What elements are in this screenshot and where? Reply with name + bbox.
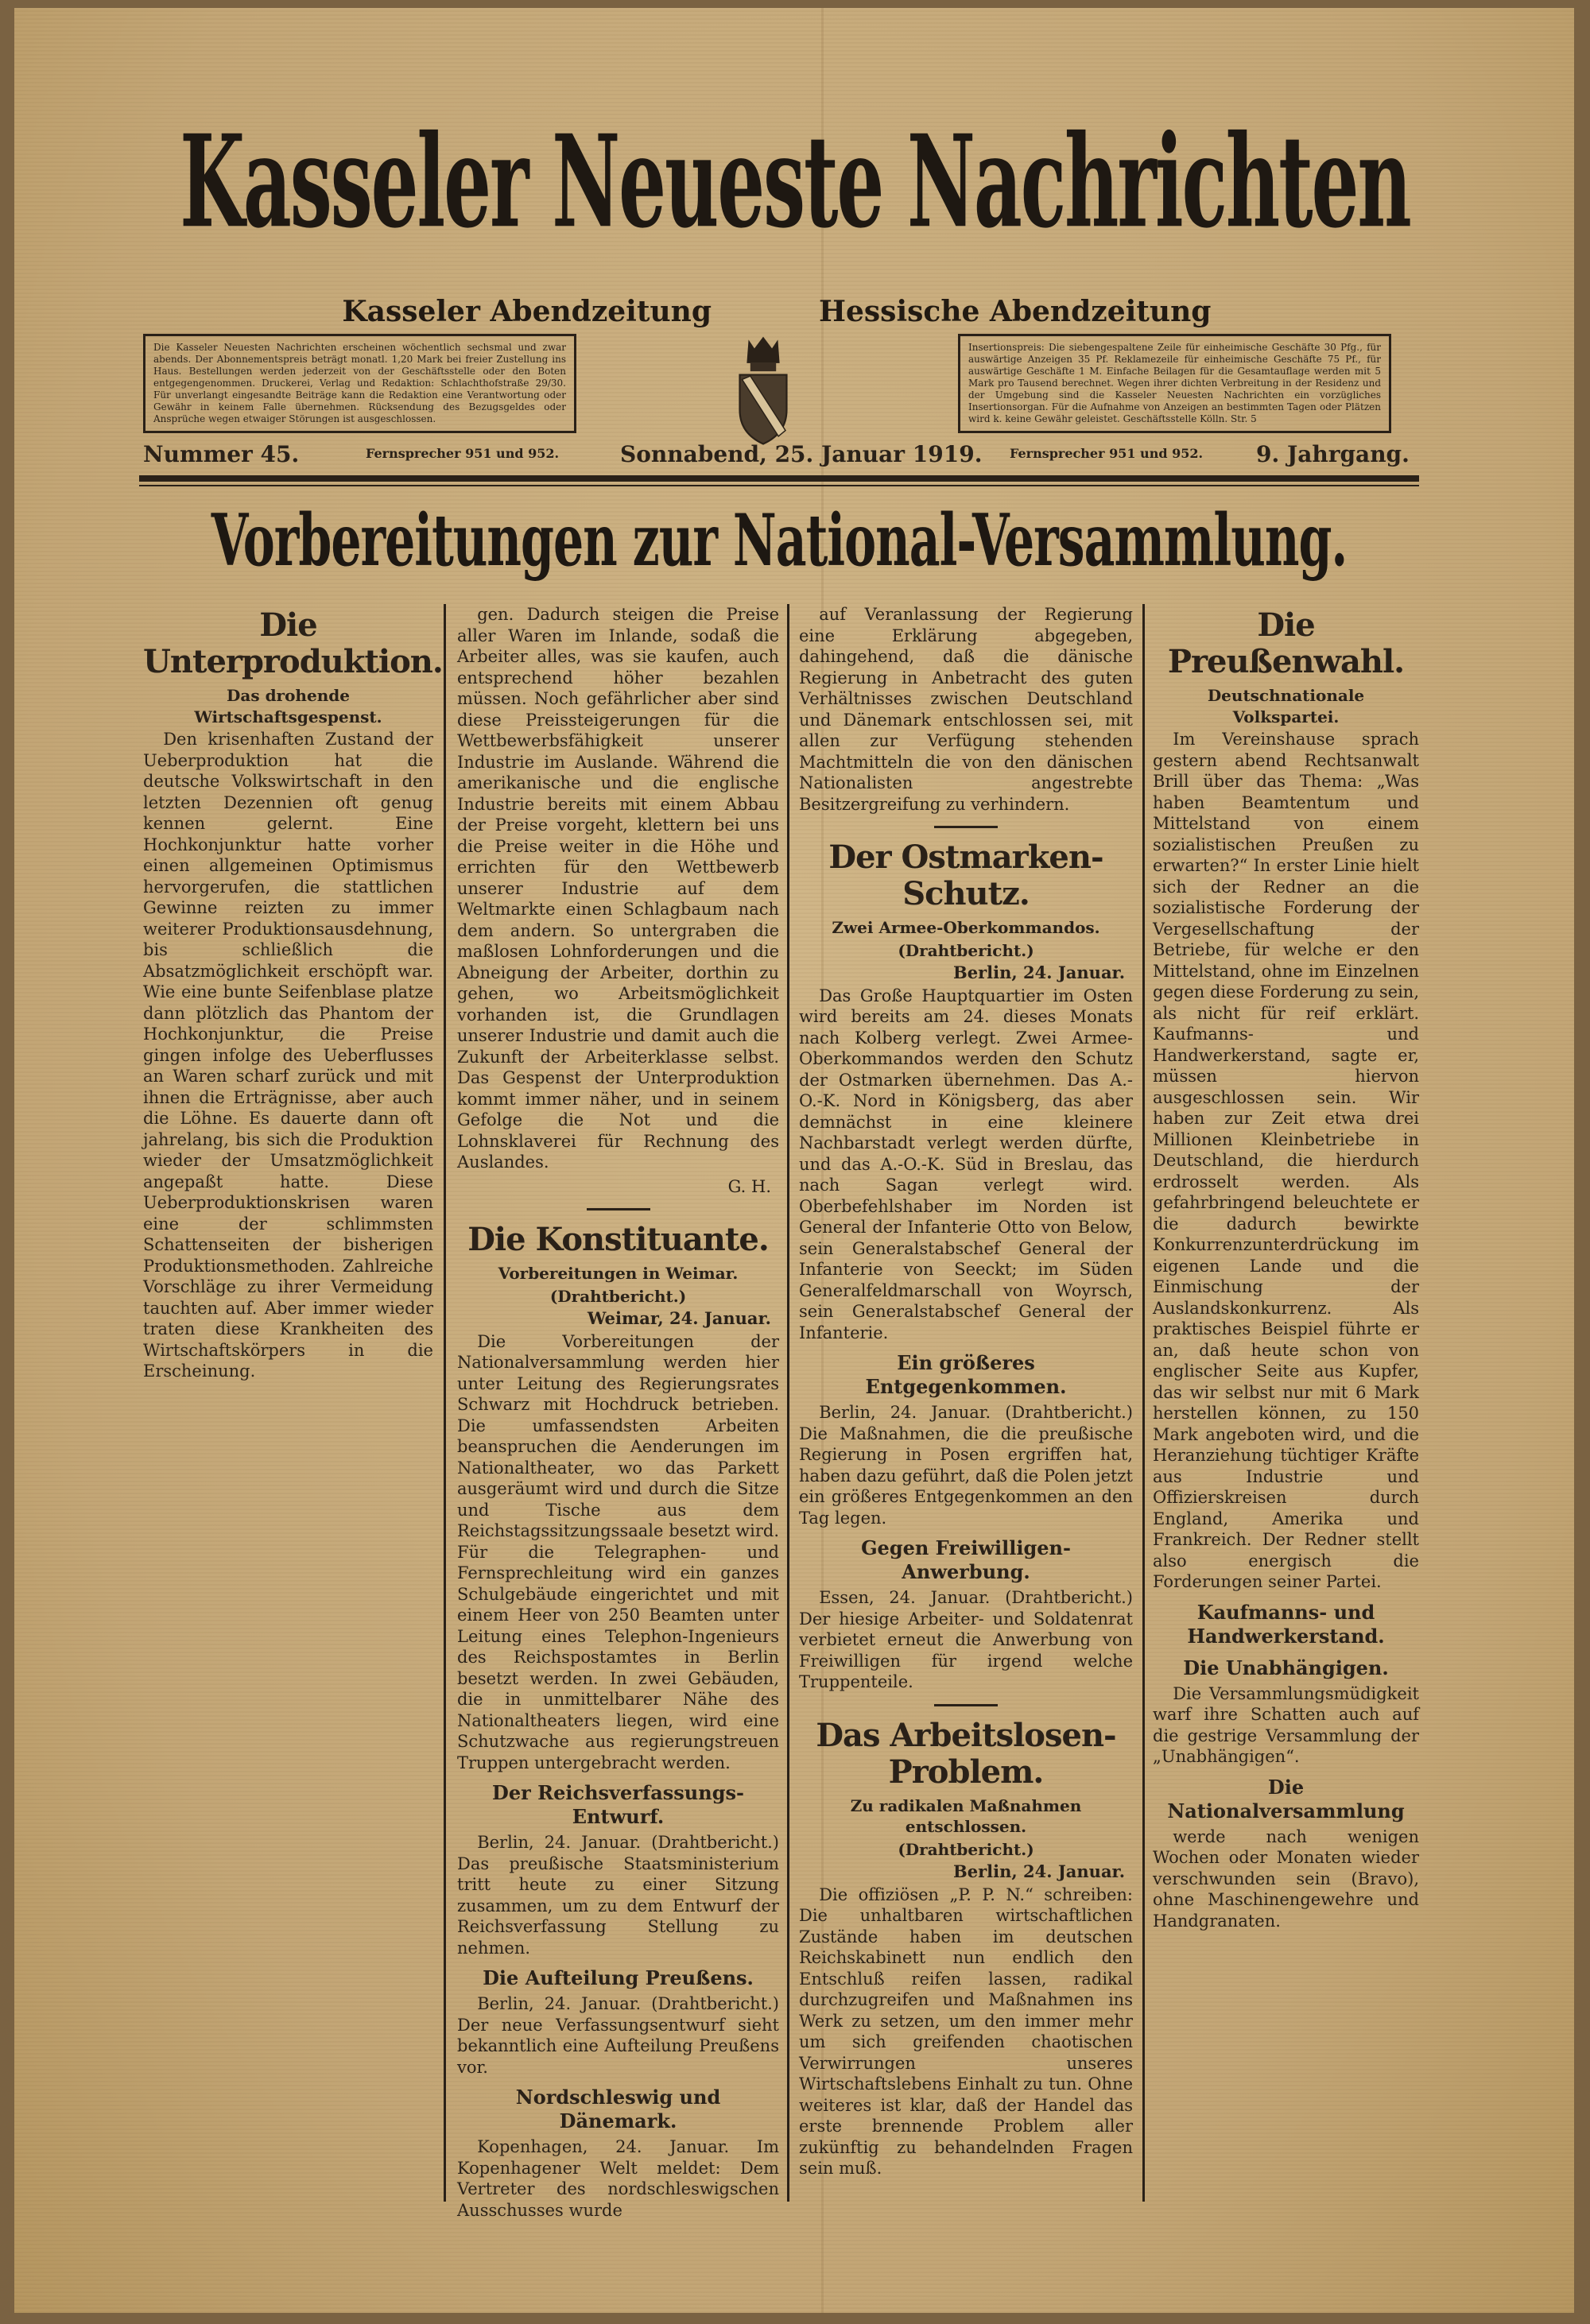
article-deck: Das drohende Wirtschaftsgespenst. — [194, 686, 382, 726]
article-subheadline: Gegen Freiwilligen-Anwerbung. — [861, 1536, 1071, 1583]
subtitle-left: Kasseler Abendzeitung — [342, 295, 712, 328]
article-deck: Deutschnationale Volkspartei. — [1207, 686, 1365, 726]
column-4 — [1153, 604, 1419, 2210]
article-byline: G. H. — [727, 1176, 771, 1196]
separator-rule — [934, 826, 998, 828]
header-rule — [139, 475, 1419, 482]
column-divider — [444, 604, 446, 2202]
column-2 — [457, 604, 779, 2220]
subscription-info-box: Die Kasseler Neuesten Nachrichten erscheinen wöchentlich sechsmal und zwar abends. Der Abonnementspreis beträgt monatl. 1,20 Mark bei freier Zustellung ins Haus. Bestellungen werden jederzeit von der Geschäftsstelle oder den Boten entgegengenommen. Druckerei, Verlag und Redaktion: Schlachthofstraße 29/30. Für unverlangt eingesandte Beiträge kann die Redaktion eine Verantwortung oder Gewähr in keinem Falle übernehmen. Rücksendung des Bezugsgeldes oder Ansprüche wegen etwaiger Störungen ist ausgeschlossen. — [143, 334, 576, 433]
article-deck: Zu radikalen Maßnahmen entschlossen. — [850, 1795, 1082, 1836]
article-paragraph: Im Vereinshause sprach gestern abend Rechtsanwalt Brill über das Thema: „Was haben Beamtentum und Mittelstand von einem sozialistischen Preußen zu erwarten?“ In erster Linie hielt sich der Redner an die sozialistische Forderung der Vergesellschaftung der Betriebe, für welche er den Mittelstand, ohne im Einzelnen gegen diese Forderung zu sein, als nicht für reif erklärt. Kaufmanns- und Handwerkerstand, sagte er, müssen hiervon ausgeschlossen sein. Wir haben zur Zeit etwa drei Millionen Kleinbetriebe in Deutschland, die hierdurch erdrosselt werden. Als gefahrbringend beleuchtete er die dadurch bewirkte Konkurrenzunterdrückung im eigenen Lande und die Einmischung der Auslandskonkurrenz. Als praktisches Beispiel führte er an, daß heute schon von englischer Seite aus Kupfer, das wir selbst nur mit 6 Mark herstellen können, zu 150 Mark angeboten wird, und die Heranziehung tüchtiger Kräfte aus Industrie und Offizierskreisen durch England, Amerika und Frankreich. Der Redner stellt also energisch die Forderungen seiner Partei. — [1153, 730, 1419, 1591]
article-subheadline: Die Unabhängigen. — [1183, 1656, 1389, 1679]
issue-meta-line — [143, 441, 1415, 473]
article-paragraph: Die Versammlungsmüdigkeit warf ihre Schatten auch auf die gestrige Versammlung der „Unabhängigen“. — [1153, 1683, 1419, 1766]
article-dateline: Berlin, 24. Januar. — [953, 1861, 1125, 1881]
article-paragraph: Berlin, 24. Januar. (Drahtbericht.) Der neue Verfassungsentwurf sieht bekanntlich eine Aufteilung Preußens vor. — [457, 1994, 779, 2077]
subtitle-right: Hessische Abendzeitung — [819, 295, 1212, 328]
newspaper-masthead: Kasseler Neueste Nachrichten — [180, 108, 1410, 258]
article-headline: Die Konstituante. — [467, 1221, 769, 1258]
article-headline: Der Ostmarken-Schutz. — [828, 839, 1103, 912]
article-headline: Das Arbeitslosen-Problem. — [816, 1716, 1116, 1791]
article-paragraph: Essen, 24. Januar. (Drahtbericht.) Der hiesige Arbeiter- und Soldatenrat verbietet erneut die Anwerbung von Freiwilligen für irgend welche Truppenteile. — [799, 1588, 1133, 1691]
advertising-info-box: Insertionspreis: Die siebengespaltene Zeile für einheimische Geschäfte 30 Pfg., für auswärtige Anzeigen 35 Pf. Reklamezeile für einheimische Geschäfte 75 Pf., für auswärtige Geschäfte 1 M. Einfache Beilagen für die Gesamtauflage werden mit 5 Mark pro Tausend berechnet. Wegen ihrer dichten Verbreitung in der Residenz und der Umgebung sind die Kasseler Neuesten Nachrichten ein vorzügliches Insertionsorgan. Für die Aufnahme von Anzeigen an bestimmten Tagen oder Plätzen wird k. keine Gewähr geleistet. Geschäftsstelle Kölln. Str. 5 — [958, 334, 1391, 433]
article-headline: Die Unterproduktion. — [143, 606, 443, 680]
coat-of-arms-icon — [723, 334, 803, 445]
article-paragraph: Den krisenhaften Zustand der Ueberproduktion hat die deutsche Volkswirtschaft in den letzten Dezennien oft genug kennen gelernt. Eine Hochkonjunktur hatte vorher einen allgemeinen Optimismus hervorgerufen, die stattlichen Gewinne reizten zu immer weiterer Produktionsausdehnung, bis schließlich die Absatzmöglichkeit erschöpft war. Wie eine bunte Seifenblase platze dann plötzlich das Phantom der Hochkonjunktur, die Preise gingen infolge des Ueberflusses an Waren scharf zurück und mit ihnen die Erträgnisse, aber auch die Löhne. Es dauerte dann oft jahrelang, bis sich die Produktion wieder der Umsatzmöglichkeit angepaßt hatte. Diese Ueberproduktionskrisen waren eine der schlimmsten Schattenseiten der bisherigen Produktionsmethoden. Zahlreiche Vorschläge zu ihrer Vermeidung tauchten auf. Aber immer wieder traten diese Krankheiten des Wirtschaftskörpers in die Erscheinung. — [143, 730, 433, 1381]
article-deck: (Drahtbericht.) — [898, 1839, 1034, 1859]
article-subheadline: Die Aufteilung Preußens. — [483, 1966, 754, 1989]
separator-rule — [934, 1704, 998, 1706]
article-paragraph: gen. Dadurch steigen die Preise aller Waren im Inlande, sodaß die Arbeiter alles, was sie kaufen, auch entsprechend höher bezahlen müssen. Noch gefährlicher aber sind diese Preissteigerungen für die Wettbewerbsfähigkeit unserer Industrie im Auslande. Während die amerikanische und die englische Industrie bereits mit einem Abbau der Preise vorgeht, klettern bei uns die Preise weiter in die Höhe und errichten für den Wettbewerb unserer Industrie auf dem Weltmarkte einen Schlagbaum nach dem andern. So untergraben die maßlosen Lohnforderungen und die Abneigung der Arbeiter, dorthin zu gehen, wo Arbeitsmöglichkeit vorhanden ist, die Grundlagen unserer Industrie und damit auch die Zukunft der Arbeiterklasse selbst. Das Gespenst der Unterproduktion kommt immer näher, und in seinem Gefolge die Not und die Lohnsklaverei für Rechnung des Auslandes. — [457, 605, 779, 1172]
phone-right: Fernsprecher 951 und 952. — [1010, 446, 1204, 461]
article-paragraph: Das Große Hauptquartier im Osten wird bereits am 24. dieses Monats nach Kolberg verlegt. Zwei Armee-Oberkommandos werden den Schutz der Ostmarken übernehmen. Das A.-O.-K. Nord in Königsberg, das aber demnächst in eine kleinere Nachbarstadt verlegt werden dürfte, und das A.-O.-K. Süd in Breslau, das nach Sagan verlegt wird. Oberbefehlshaber im Norden ist General der Infanterie Otto von Below, sein Generalstabschef General der Infanterie von Seeckt; im Süden Generalfeldmarschall von Woyrsch, sein Generalstabschef General der Infanterie. — [799, 986, 1133, 1342]
article-paragraph: Die Vorbereitungen der Nationalversammlung werden hier unter Leitung des Regierungsrates Schwarz mit Hochdruck betrieben. Die umfassendsten Arbeiten beanspruchen die Aenderungen im Nationaltheater, wo das Parkett ausgeräumt wird und durch die Sitze und Tische aus dem Reichstagssitzungssaale besetzt wird. Für die Telegraphen- und Fernsprechleitung wird ein ganzes Schulgebäude eingerichtet und mit einem Heer von 250 Beamten unter Leitung eines Telephon-Ingenieurs des Reichspostamtes in Berlin besetzt werden. In zwei Gebäuden, die in unmittelbarer Nähe des Nationaltheaters liegen, wird eine Schutzwache aus regierungstreuen Truppen untergebracht werden. — [457, 1331, 779, 1772]
column-3 — [799, 604, 1133, 2210]
article-subheadline: Die Nationalversammlung — [1167, 1775, 1405, 1822]
issue-number: Nummer 45. — [143, 441, 300, 467]
separator-rule — [587, 1208, 650, 1210]
article-deck: Vorbereitungen in Weimar. — [498, 1264, 739, 1283]
column-divider — [1142, 604, 1145, 2202]
article-dateline: Berlin, 24. Januar. — [953, 963, 1125, 982]
article-deck: (Drahtbericht.) — [549, 1286, 687, 1306]
article-deck: Zwei Armee-Oberkommandos. — [832, 918, 1100, 937]
phone-left: Fernsprecher 951 und 952. — [366, 446, 560, 461]
issue-date: Sonnabend, 25. Januar 1919. — [620, 441, 983, 467]
article-paragraph: auf Veranlassung der Regierung eine Erklärung abgegeben, dahingehend, daß die dänische Regierung in Anbetracht des guten Verhältnisses zwischen Deutschland und Dänemark entschlossen sei, mit allen zur Verfügung stehenden Machtmitteln die von den dänischen Nationalisten angestrebte Besitzergreifung zu verhindern. — [799, 605, 1133, 814]
main-headline: Vorbereitungen zur National-Versammlung. — [211, 499, 1348, 583]
article-dateline: Weimar, 24. Januar. — [587, 1308, 771, 1328]
article-paragraph: Die offiziösen „P. P. N.“ schreiben: Die unhaltbaren wirtschaftlichen Zustände haben im deutschen Reichskabinett nun endlich den Entschluß reifen lassen, radikal durchzugreifen und Maßnahmen ins Werk zu setzen, um den immer mehr um sich greifenden chaotischen Verwirrungen unseres Wirtschaftslebens Einhalt zu tun. Ohne weiteres ist klar, daß der Handel das erste brennende Problem aller zukünftig zu behandelnden Fragen sein muß. — [799, 1884, 1133, 2178]
article-paragraph: Berlin, 24. Januar. (Drahtbericht.) Das preußische Staatsministerium tritt heute zu einer Sitzung zusammen, um zu dem Entwurf der Reichsverfassung Stellung zu nehmen. — [457, 1833, 779, 1958]
column-1 — [143, 604, 443, 2210]
article-paragraph: Berlin, 24. Januar. (Drahtbericht.) Die Maßnahmen, die die preußische Regierung in Posen ergriffen hat, haben dazu geführt, daß die Polen jetzt ein größeres Entgegenkommen an den Tag legen. — [799, 1403, 1133, 1528]
column-divider — [787, 604, 789, 2202]
header-rule-thin — [139, 485, 1419, 486]
article-paragraph: werde nach wenigen Wochen oder Monaten wieder verschwunden sein (Bravo), ohne Maschinengewehre und Handgranaten. — [1153, 1826, 1419, 1931]
volume: 9. Jahrgang. — [1256, 441, 1410, 467]
article-subheadline: Kaufmanns- und Handwerkerstand. — [1187, 1600, 1385, 1648]
article-subheadline: Ein größeres Entgegenkommen. — [865, 1351, 1067, 1398]
article-headline: Die Preußenwahl. — [1167, 606, 1405, 680]
article-paragraph: Kopenhagen, 24. Januar. Im Kopenhagener Welt meldet: Dem Vertreter des nordschleswigschen Ausschusses wurde — [457, 2137, 779, 2220]
article-subheadline: Der Reichsverfassungs-Entwurf. — [492, 1781, 744, 1828]
article-deck: (Drahtbericht.) — [898, 940, 1034, 960]
article-subheadline: Nordschleswig und Dänemark. — [515, 2086, 721, 2132]
